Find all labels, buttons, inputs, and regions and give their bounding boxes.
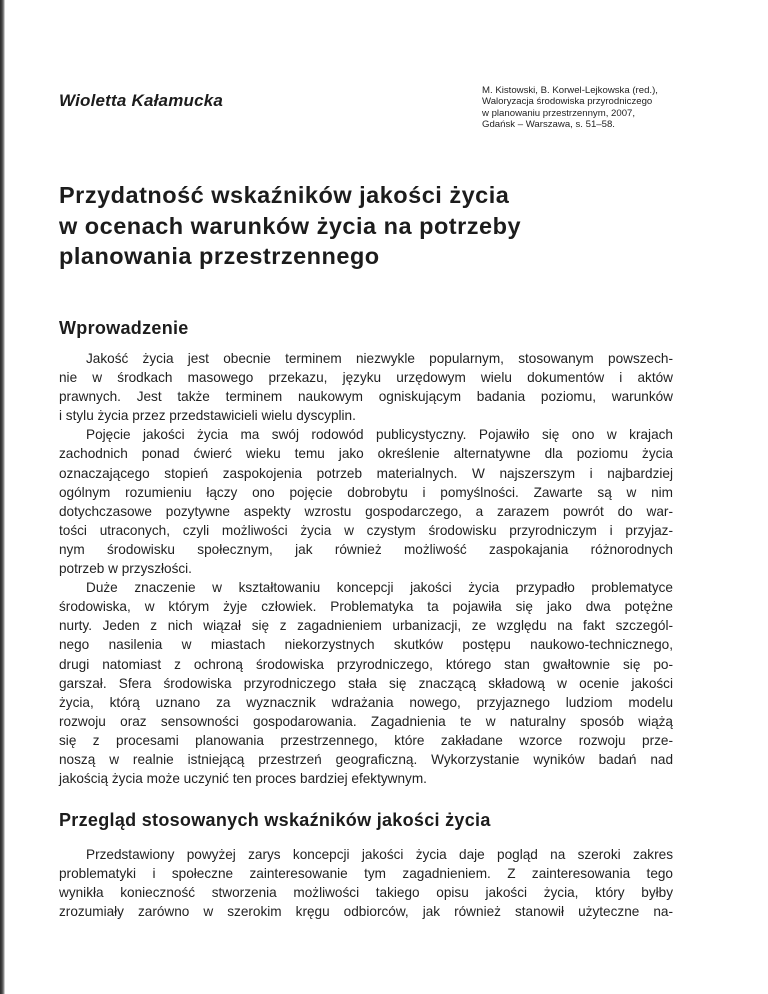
citation-line: w planowaniu przestrzennym, 2007, xyxy=(482,107,636,119)
body-line: życia, którą uznano za wyznacznik wdrażania nowego, przyjaznego ludziom modelu xyxy=(59,694,673,710)
body-line: środowiska, w którym żyje człowiek. Problematyka ta pojawiła się jako dwa potężne xyxy=(59,599,673,615)
scan-edge-shadow xyxy=(0,0,5,994)
body-line: rozwoju oraz sensowności gospodarowania. Zagadnienia te w naturalny sposób wiążą xyxy=(59,713,673,729)
paper-title xyxy=(59,180,679,272)
body-line: nurty. Jeden z nich wiązał się z zagadnieniem urbanizacji, ze względu na fakt szczegól- xyxy=(59,618,673,634)
body-line: prawnych. Jest także terminem naukowym ogniskującym badania poziomu, warunków xyxy=(59,389,673,405)
body-line: i stylu życia przez przedstawicieli wielu dyscyplin. xyxy=(59,408,356,424)
body-line: oznaczającego stopień zaspokojenia potrzeb materialnych. W najszerszym i najbardziej xyxy=(59,465,673,481)
body-line: noszą w realnie istniejącą przestrzeń geograficzną. Wykorzystanie wyników badań nad xyxy=(59,751,673,767)
citation-line: Gdańsk – Warszawa, s. 51–58. xyxy=(482,118,615,130)
section-heading-introduction: Wprowadzenie xyxy=(59,318,189,338)
body-line: drugi natomiast z ochroną środowiska przyrodniczego, którego stan gwałtownie się po- xyxy=(59,656,673,672)
body-line: nego nasilenia w miastach niekorzystnych skutków postępu naukowo-technicznego, xyxy=(59,637,673,653)
body-line: zachodnich ponad ćwierć wieku temu jako określenie alternatywne dla poziomu życia xyxy=(59,446,673,462)
title-line: Przydatność wskaźników jakości życia xyxy=(59,182,510,208)
body-line: nym środowisku społecznym, jak również możliwość zaspokajania różnorodnych xyxy=(59,541,673,557)
body-line: potrzeb w przyszłości. xyxy=(59,561,192,577)
citation-line: Waloryzacja środowiska przyrodniczego xyxy=(482,96,653,108)
title-line: planowania przestrzennego xyxy=(59,243,380,269)
body-line: problematyki i społeczne zainteresowanie tym zagadnieniem. Z zainteresowania tego xyxy=(59,866,673,882)
body-line: dotychczasowe pozytywne aspekty wzrostu gospodarczego, a zarazem powrót do war- xyxy=(59,503,673,519)
body-line: Przedstawiony powyżej zarys koncepcji jakości życia daje pogląd na szeroki zakres xyxy=(86,847,673,862)
body-line: ogólnym rozumieniu łączy ono pojęcie dobrobytu i pomyślności. Zawarte są w nim xyxy=(59,484,673,500)
body-line: Jakość życia jest obecnie terminem niezwykle popularnym, stosowanym powszech- xyxy=(86,351,673,366)
body-line: Duże znaczenie w kształtowaniu koncepcji jakości życia przypadło problematyce xyxy=(86,580,673,596)
body-line: Pojęcie jakości życia ma swój rodowód publicystyczny. Pojawiło się ono w krajach xyxy=(86,427,673,443)
author-name: Wioletta Kałamucka xyxy=(59,91,224,110)
citation-block xyxy=(482,85,722,130)
body-line: się z procesami planowania przestrzennego, które zakładane wzorce rozwoju prze- xyxy=(59,732,673,748)
title-line: w ocenach warunków życia na potrzeby xyxy=(59,212,522,239)
body-line: zrozumiały zarówno w szerokim kręgu odbiorców, jak również stanowił użyteczne na- xyxy=(59,904,673,920)
section-heading-indicators-review: Przegląd stosowanych wskaźników jakości życia xyxy=(59,810,491,830)
section-body-introduction xyxy=(59,349,673,788)
body-line: jakością życia może uczynić ten proces bardziej efektywnym. xyxy=(59,771,427,787)
section-body-indicators-review xyxy=(59,845,673,921)
body-line: garszał. Sfera środowiska przyrodniczego stała się znaczącą składową w ocenie jakości xyxy=(59,675,673,691)
body-line: nie w środkach masowego przekazu, języku urzędowym wielu dokumentów i aktów xyxy=(59,370,673,386)
body-line: wynikła konieczność stworzenia możliwości takiego opisu jakości życia, który byłby xyxy=(59,885,673,901)
body-line: tości utraconych, czyli możliwości życia w czystym środowisku przyrodniczym i przyjaz- xyxy=(59,522,673,538)
citation-line: M. Kistowski, B. Korwel-Lejkowska (red.), xyxy=(482,85,658,96)
